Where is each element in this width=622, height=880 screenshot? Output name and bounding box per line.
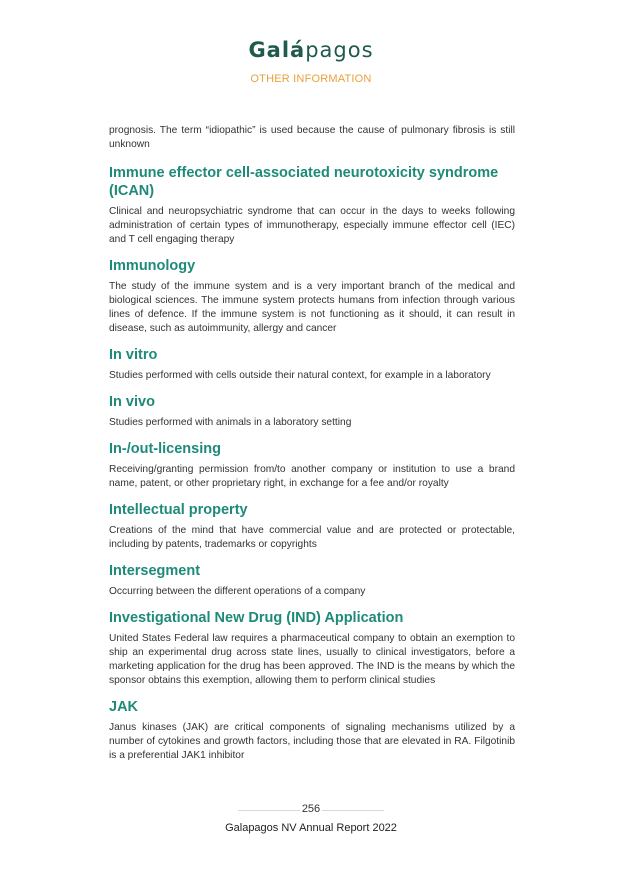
glossary-entry xyxy=(109,164,515,247)
glossary-entry xyxy=(109,257,515,336)
glossary-term: In vivo xyxy=(109,394,155,410)
glossary-term: Investigational New Drug (IND) Application xyxy=(109,610,404,626)
logo-text-accent: á xyxy=(290,38,306,62)
glossary-entry xyxy=(109,393,515,430)
report-title: Galapagos NV Annual Report 2022 xyxy=(225,822,397,834)
glossary-definition: Janus kinases (JAK) are critical components of signaling mechanisms utilized by a number of cytokines and growth factors, including those that are elevated in RA. Filgotinib is a preferential JAK1 inhibitor xyxy=(109,722,515,761)
glossary-definition: Occurring between the different operations of a company xyxy=(109,586,366,597)
glossary-content xyxy=(109,124,515,773)
glossary-term: In vitro xyxy=(109,347,158,363)
glossary-entry xyxy=(109,440,515,491)
glossary-entry xyxy=(109,562,515,599)
glossary-entry xyxy=(109,609,515,688)
glossary-definition: United States Federal law requires a pharmaceutical company to obtain an exemption to ship an experimental drug across state lines, usually to clinical investigators, before a marketing application for the drug has been approved. The IND is the means by which the sponsor obtains this exemption, allowing them to perform clinical studies xyxy=(109,633,515,686)
page-number: 256 xyxy=(301,803,321,815)
glossary-entry xyxy=(109,346,515,383)
glossary-term: JAK xyxy=(109,699,139,715)
glossary-definition: Creations of the mind that have commercial value and are protected or protectable, including by patents, trademarks or copyrights xyxy=(109,525,515,550)
glossary-definition: Receiving/granting permission from/to another company or institution to use a brand name, patent, or other proprietary right, in exchange for a fee and/or royalty xyxy=(109,464,515,489)
logo-text-part2: pagos xyxy=(305,38,374,62)
footer-divider-right xyxy=(322,810,384,811)
glossary-definition: Clinical and neuropsychiatric syndrome that can occur in the days to weeks following administration of certain types of immunotherapy, especially immune effector cell (IEC) and T cell engaging therapy xyxy=(109,206,515,245)
glossary-term: Immune effector cell-associated neurotoxicity syndrome (ICAN) xyxy=(109,165,499,199)
continued-definition: prognosis. The term “idiopathic” is used because the cause of pulmonary fibrosis is still unknown xyxy=(109,125,515,150)
glossary-entry xyxy=(109,698,515,763)
glossary-definition: Studies performed with animals in a laboratory setting xyxy=(109,417,352,428)
section-label: OTHER INFORMATION xyxy=(250,73,372,85)
glossary-entry xyxy=(109,501,515,552)
company-logo xyxy=(0,38,622,62)
glossary-term: Intellectual property xyxy=(109,502,248,518)
glossary-term: Intersegment xyxy=(109,563,201,579)
glossary-term: Immunology xyxy=(109,258,196,274)
glossary-definition: Studies performed with cells outside their natural context, for example in a laboratory xyxy=(109,370,491,381)
glossary-definition: The study of the immune system and is a very important branch of the medical and biological sciences. The immune system protects humans from infection through various lines of defence. If the immune system is not functioning as it should, it can result in disease, such as autoimmunity, allergy and cancer xyxy=(109,281,515,334)
glossary-term: In-/out-licensing xyxy=(109,441,221,457)
logo-text-part1: Gal xyxy=(248,38,291,62)
